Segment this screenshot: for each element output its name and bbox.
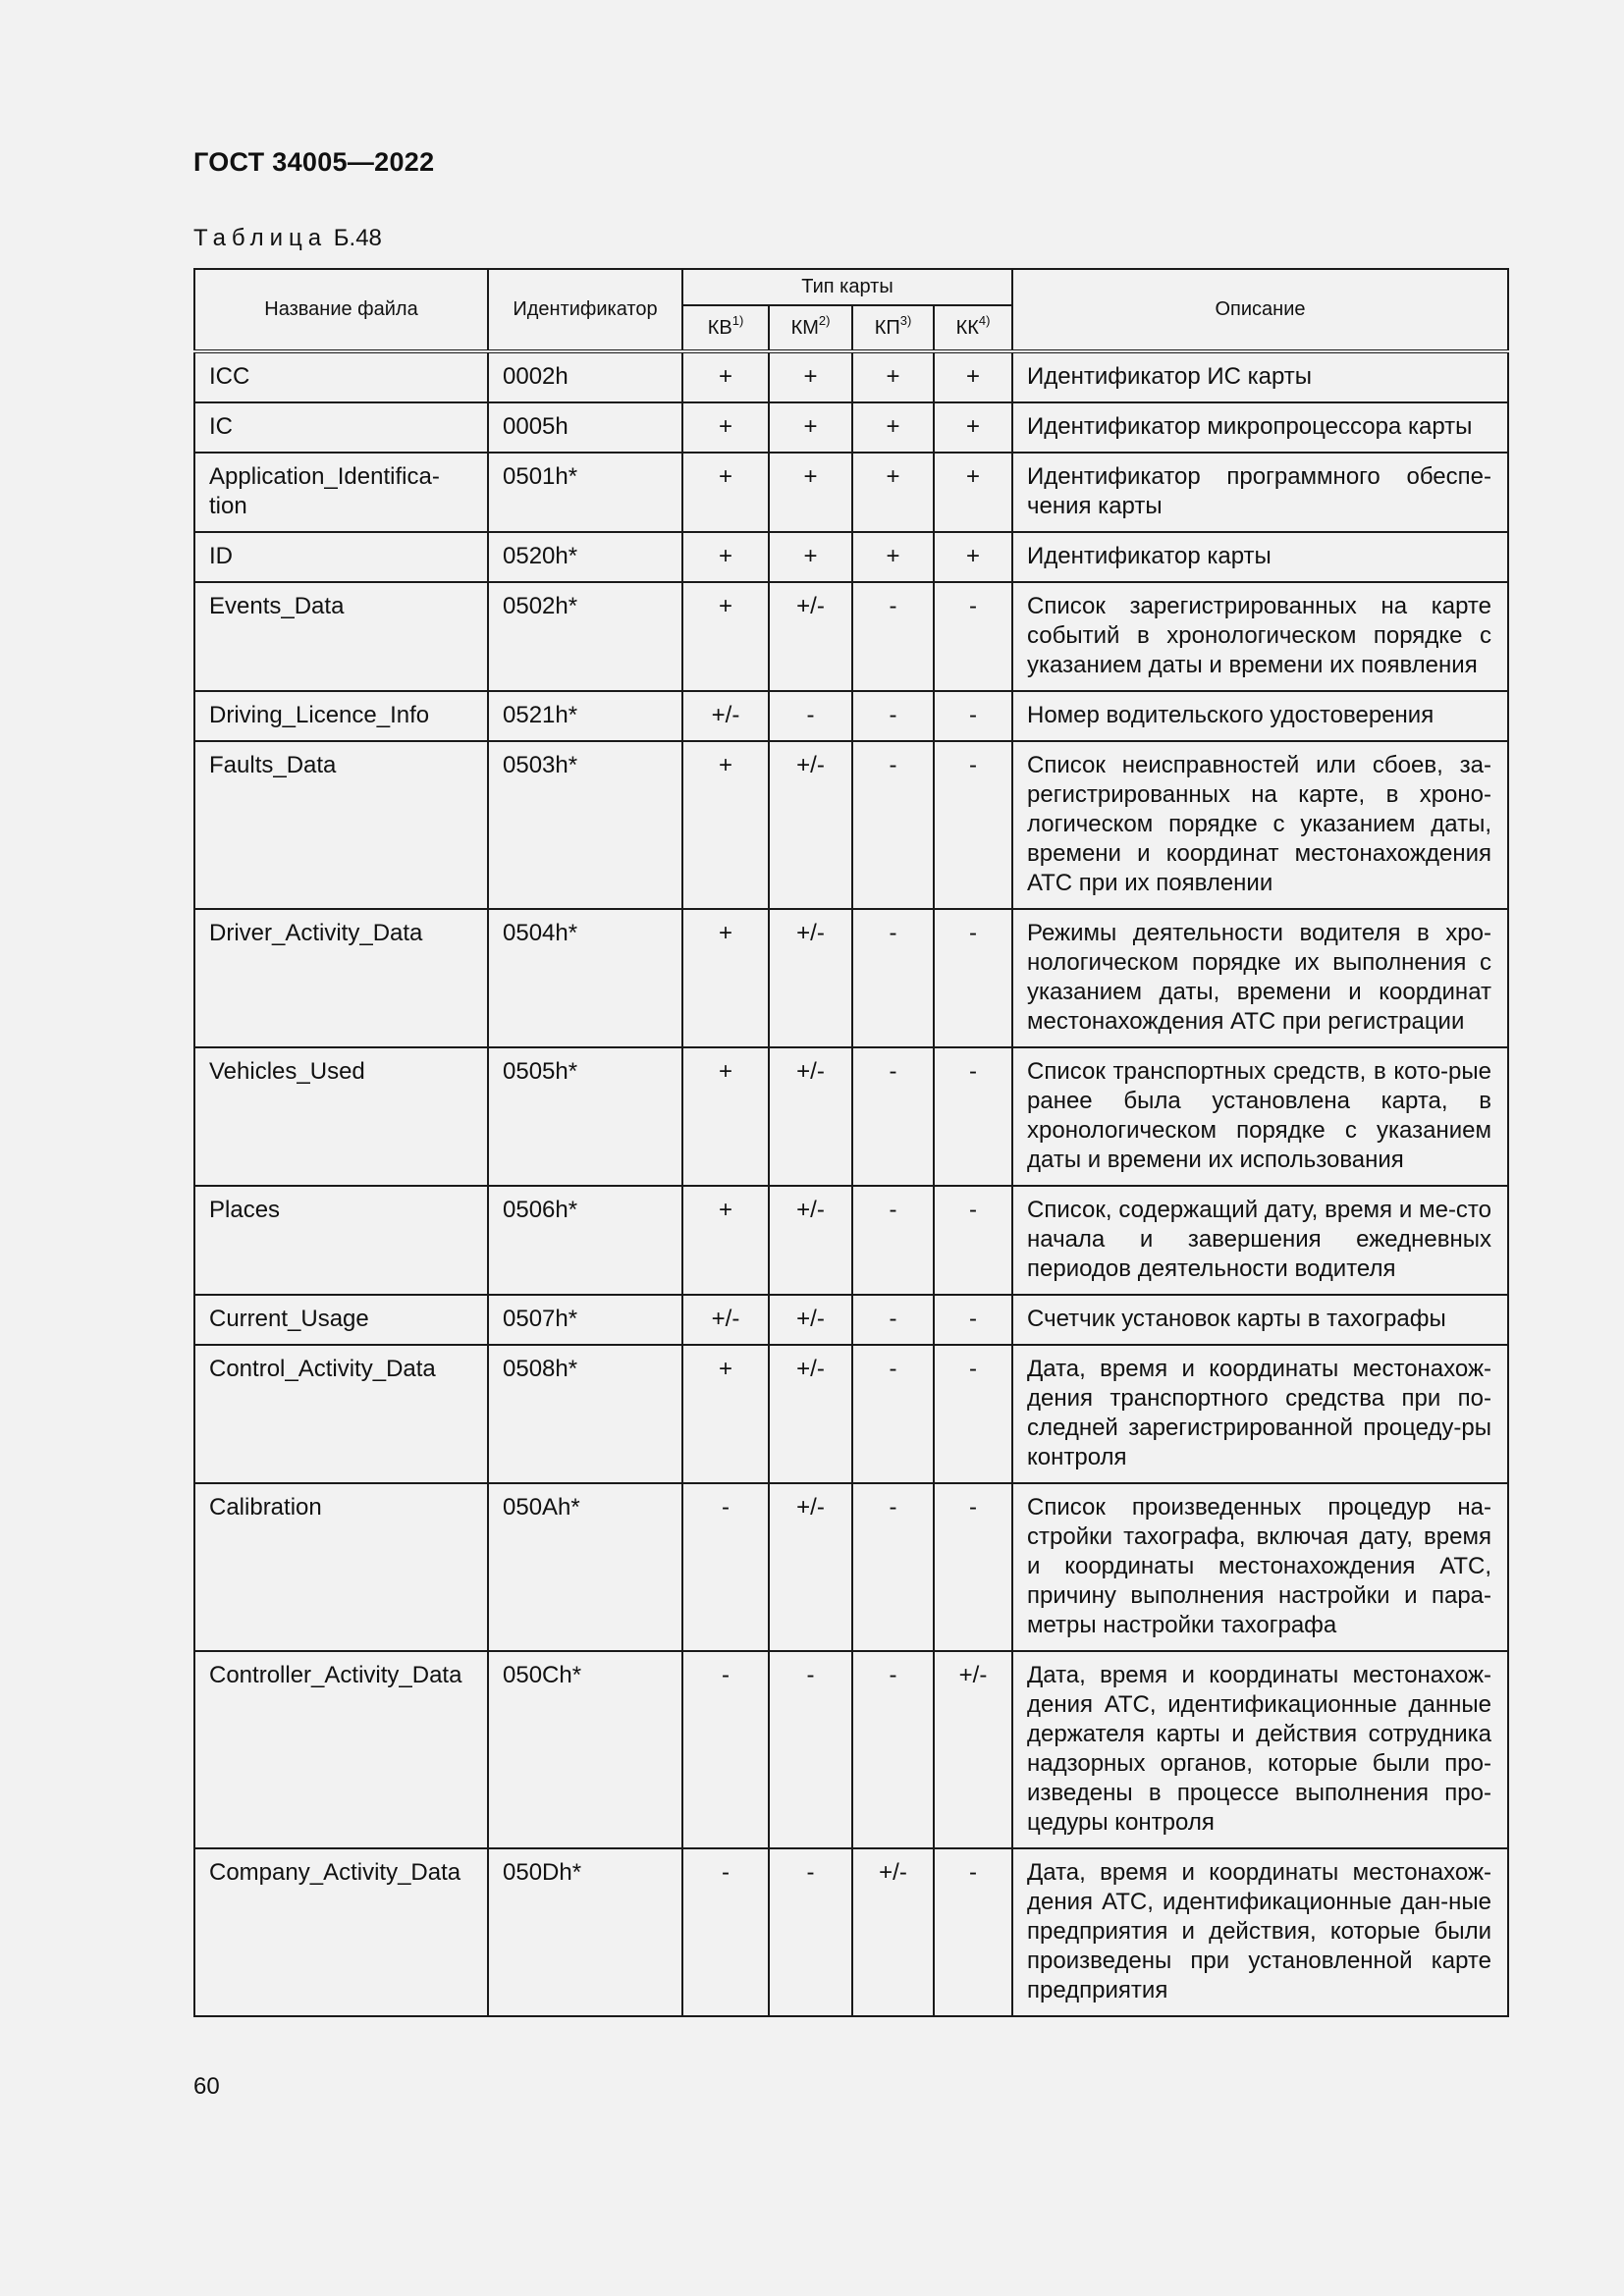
cell-kv: + — [682, 1345, 769, 1483]
cell-identifier: 0508h* — [488, 1345, 682, 1483]
table-row — [194, 532, 1508, 582]
cell-kp: - — [852, 1295, 934, 1345]
cell-file-name: Calibration — [194, 1483, 488, 1651]
cell-identifier: 0002h — [488, 351, 682, 402]
cell-kv: + — [682, 909, 769, 1047]
cell-kp: - — [852, 1047, 934, 1186]
cell-description: Список неисправностей или сбоев, за-регистрированных на карте, в хроно-логическом порядке с указанием даты, времени и координат местонахождения АТС при их появлении — [1012, 741, 1508, 909]
cell-identifier: 0502h* — [488, 582, 682, 691]
cell-km: - — [769, 1848, 852, 2016]
cell-kp: - — [852, 1651, 934, 1848]
cell-kk: - — [934, 691, 1012, 741]
cell-description: Список транспортных средств, в кото-рые ранее была установлена карта, в хронологическом порядке с указанием даты и времени их использования — [1012, 1047, 1508, 1186]
cell-identifier: 050Ah* — [488, 1483, 682, 1651]
cell-kp: + — [852, 532, 934, 582]
cell-description: Список, содержащий дату, время и ме-сто начала и завершения ежедневных периодов деятельности водителя — [1012, 1186, 1508, 1295]
cell-km: +/- — [769, 1186, 852, 1295]
table-row — [194, 351, 1508, 402]
cell-identifier: 0520h* — [488, 532, 682, 582]
cell-kp: + — [852, 351, 934, 402]
cell-identifier: 0521h* — [488, 691, 682, 741]
cell-kv: + — [682, 741, 769, 909]
cell-file-name: Current_Usage — [194, 1295, 488, 1345]
cell-description: Список зарегистрированных на карте событий в хронологическом порядке с указанием даты и времени их появления — [1012, 582, 1508, 691]
cell-identifier: 0506h* — [488, 1186, 682, 1295]
header-type-km: КМ$^{2)}$ — [769, 305, 852, 351]
header-description: Описание — [1012, 269, 1508, 351]
cell-km: +/- — [769, 582, 852, 691]
cell-description: Режимы деятельности водителя в хро-нологическом порядке их выполнения с указанием даты, времени и координат местонахождения АТС при регистрации — [1012, 909, 1508, 1047]
cell-description: Счетчик установок карты в тахографы — [1012, 1295, 1508, 1345]
cell-kk: +/- — [934, 1651, 1012, 1848]
cell-kk: - — [934, 741, 1012, 909]
cell-km: + — [769, 532, 852, 582]
cell-kv: + — [682, 582, 769, 691]
header-file-name: Название файла — [194, 269, 488, 351]
cell-kk: - — [934, 1186, 1012, 1295]
cell-description: Дата, время и координаты местонахож-дения АТС, идентификационные дан-ные предприятия и действия, которые были произведены при установленной карте предприятия — [1012, 1848, 1508, 2016]
cell-description: Дата, время и координаты местонахож-дения транспортного средства при по-следней зарегистрированной процеду-ры контроля — [1012, 1345, 1508, 1483]
table-row — [194, 402, 1508, 453]
cell-kv: + — [682, 1186, 769, 1295]
cell-file-name: Events_Data — [194, 582, 488, 691]
table-row — [194, 741, 1508, 909]
table-row — [194, 1345, 1508, 1483]
cell-file-name: Driver_Activity_Data — [194, 909, 488, 1047]
cell-kv: +/- — [682, 691, 769, 741]
cell-kv: + — [682, 1047, 769, 1186]
table-row — [194, 691, 1508, 741]
table-row — [194, 453, 1508, 532]
cell-description: Идентификатор микропроцессора карты — [1012, 402, 1508, 453]
cell-file-name: Faults_Data — [194, 741, 488, 909]
cell-description: Номер водительского удостоверения — [1012, 691, 1508, 741]
document-title: ГОСТ 34005—2022 — [193, 147, 435, 177]
cell-file-name: Company_Activity_Data — [194, 1848, 488, 2016]
cell-kp: - — [852, 582, 934, 691]
cell-file-name: ID — [194, 532, 488, 582]
cell-description: Идентификатор программного обеспе-чения карты — [1012, 453, 1508, 532]
cell-description: Дата, время и координаты местонахож-дения АТС, идентификационные данные держателя карты и действия сотрудника надзорных органов, которые были про-изведены в процессе выполнения про-цедуры контроля — [1012, 1651, 1508, 1848]
table-row — [194, 1295, 1508, 1345]
cell-kv: + — [682, 532, 769, 582]
cell-kp: + — [852, 402, 934, 453]
cell-kp: - — [852, 1345, 934, 1483]
cell-km: +/- — [769, 1483, 852, 1651]
cell-kk: - — [934, 909, 1012, 1047]
cell-kv: + — [682, 453, 769, 532]
cell-identifier: 050Dh* — [488, 1848, 682, 2016]
cell-kv: - — [682, 1483, 769, 1651]
cell-identifier: 0505h* — [488, 1047, 682, 1186]
cell-description: Список произведенных процедур на-стройки тахографа, включая дату, время и координаты местонахождения АТС, причину выполнения настройки и пара-метры настройки тахографа — [1012, 1483, 1508, 1651]
cell-kk: - — [934, 1848, 1012, 2016]
cell-kk: + — [934, 351, 1012, 402]
table-row — [194, 1483, 1508, 1651]
cell-kv: - — [682, 1651, 769, 1848]
cell-kp: - — [852, 909, 934, 1047]
cell-file-name: Places — [194, 1186, 488, 1295]
header-type-kv: КВ$^{1)}$ — [682, 305, 769, 351]
cell-file-name: Application_Identifica-tion — [194, 453, 488, 532]
table-body — [194, 351, 1508, 2016]
cell-km: +/- — [769, 1047, 852, 1186]
cell-file-name: Driving_Licence_Info — [194, 691, 488, 741]
cell-file-name: ICC — [194, 351, 488, 402]
cell-description: Идентификатор карты — [1012, 532, 1508, 582]
cell-kk: - — [934, 1047, 1012, 1186]
cell-km: + — [769, 453, 852, 532]
cell-kk: - — [934, 1483, 1012, 1651]
cell-km: +/- — [769, 741, 852, 909]
cell-kp: - — [852, 741, 934, 909]
table-caption — [193, 225, 382, 252]
cell-kv: + — [682, 402, 769, 453]
cell-kk: - — [934, 1345, 1012, 1483]
cell-kk: - — [934, 582, 1012, 691]
cell-km: - — [769, 691, 852, 741]
cell-km: - — [769, 1651, 852, 1848]
table-row — [194, 1651, 1508, 1848]
cell-file-name: IC — [194, 402, 488, 453]
cell-km: +/- — [769, 1295, 852, 1345]
cell-identifier: 0501h* — [488, 453, 682, 532]
table-row — [194, 1047, 1508, 1186]
cell-kp: - — [852, 1483, 934, 1651]
cell-kv: + — [682, 351, 769, 402]
files-table — [193, 268, 1509, 2017]
cell-kp: + — [852, 453, 934, 532]
header-type-kk: КК$^{4)}$ — [934, 305, 1012, 351]
header-card-type: Тип карты — [682, 269, 1012, 305]
cell-km: +/- — [769, 1345, 852, 1483]
cell-kk: + — [934, 453, 1012, 532]
page-number: 60 — [193, 2073, 220, 2100]
cell-identifier: 0507h* — [488, 1295, 682, 1345]
table-caption-word: Таблица — [193, 225, 328, 251]
cell-kk: + — [934, 532, 1012, 582]
cell-identifier: 0504h* — [488, 909, 682, 1047]
cell-kk: + — [934, 402, 1012, 453]
header-type-kp: КП$^{3)}$ — [852, 305, 934, 351]
cell-kk: - — [934, 1295, 1012, 1345]
cell-file-name: Vehicles_Used — [194, 1047, 488, 1186]
cell-kv: - — [682, 1848, 769, 2016]
table-row — [194, 1186, 1508, 1295]
cell-kp: +/- — [852, 1848, 934, 2016]
table-row — [194, 1848, 1508, 2016]
cell-identifier: 050Ch* — [488, 1651, 682, 1848]
table-row — [194, 582, 1508, 691]
cell-kp: - — [852, 1186, 934, 1295]
cell-kv: +/- — [682, 1295, 769, 1345]
cell-file-name: Controller_Activity_Data — [194, 1651, 488, 1848]
cell-identifier: 0503h* — [488, 741, 682, 909]
cell-file-name: Control_Activity_Data — [194, 1345, 488, 1483]
cell-km: + — [769, 351, 852, 402]
table-row — [194, 909, 1508, 1047]
cell-kp: - — [852, 691, 934, 741]
table-caption-number: Б.48 — [333, 225, 382, 251]
cell-km: +/- — [769, 909, 852, 1047]
header-identifier: Идентификатор — [488, 269, 682, 351]
cell-description: Идентификатор ИС карты — [1012, 351, 1508, 402]
cell-identifier: 0005h — [488, 402, 682, 453]
cell-km: + — [769, 402, 852, 453]
